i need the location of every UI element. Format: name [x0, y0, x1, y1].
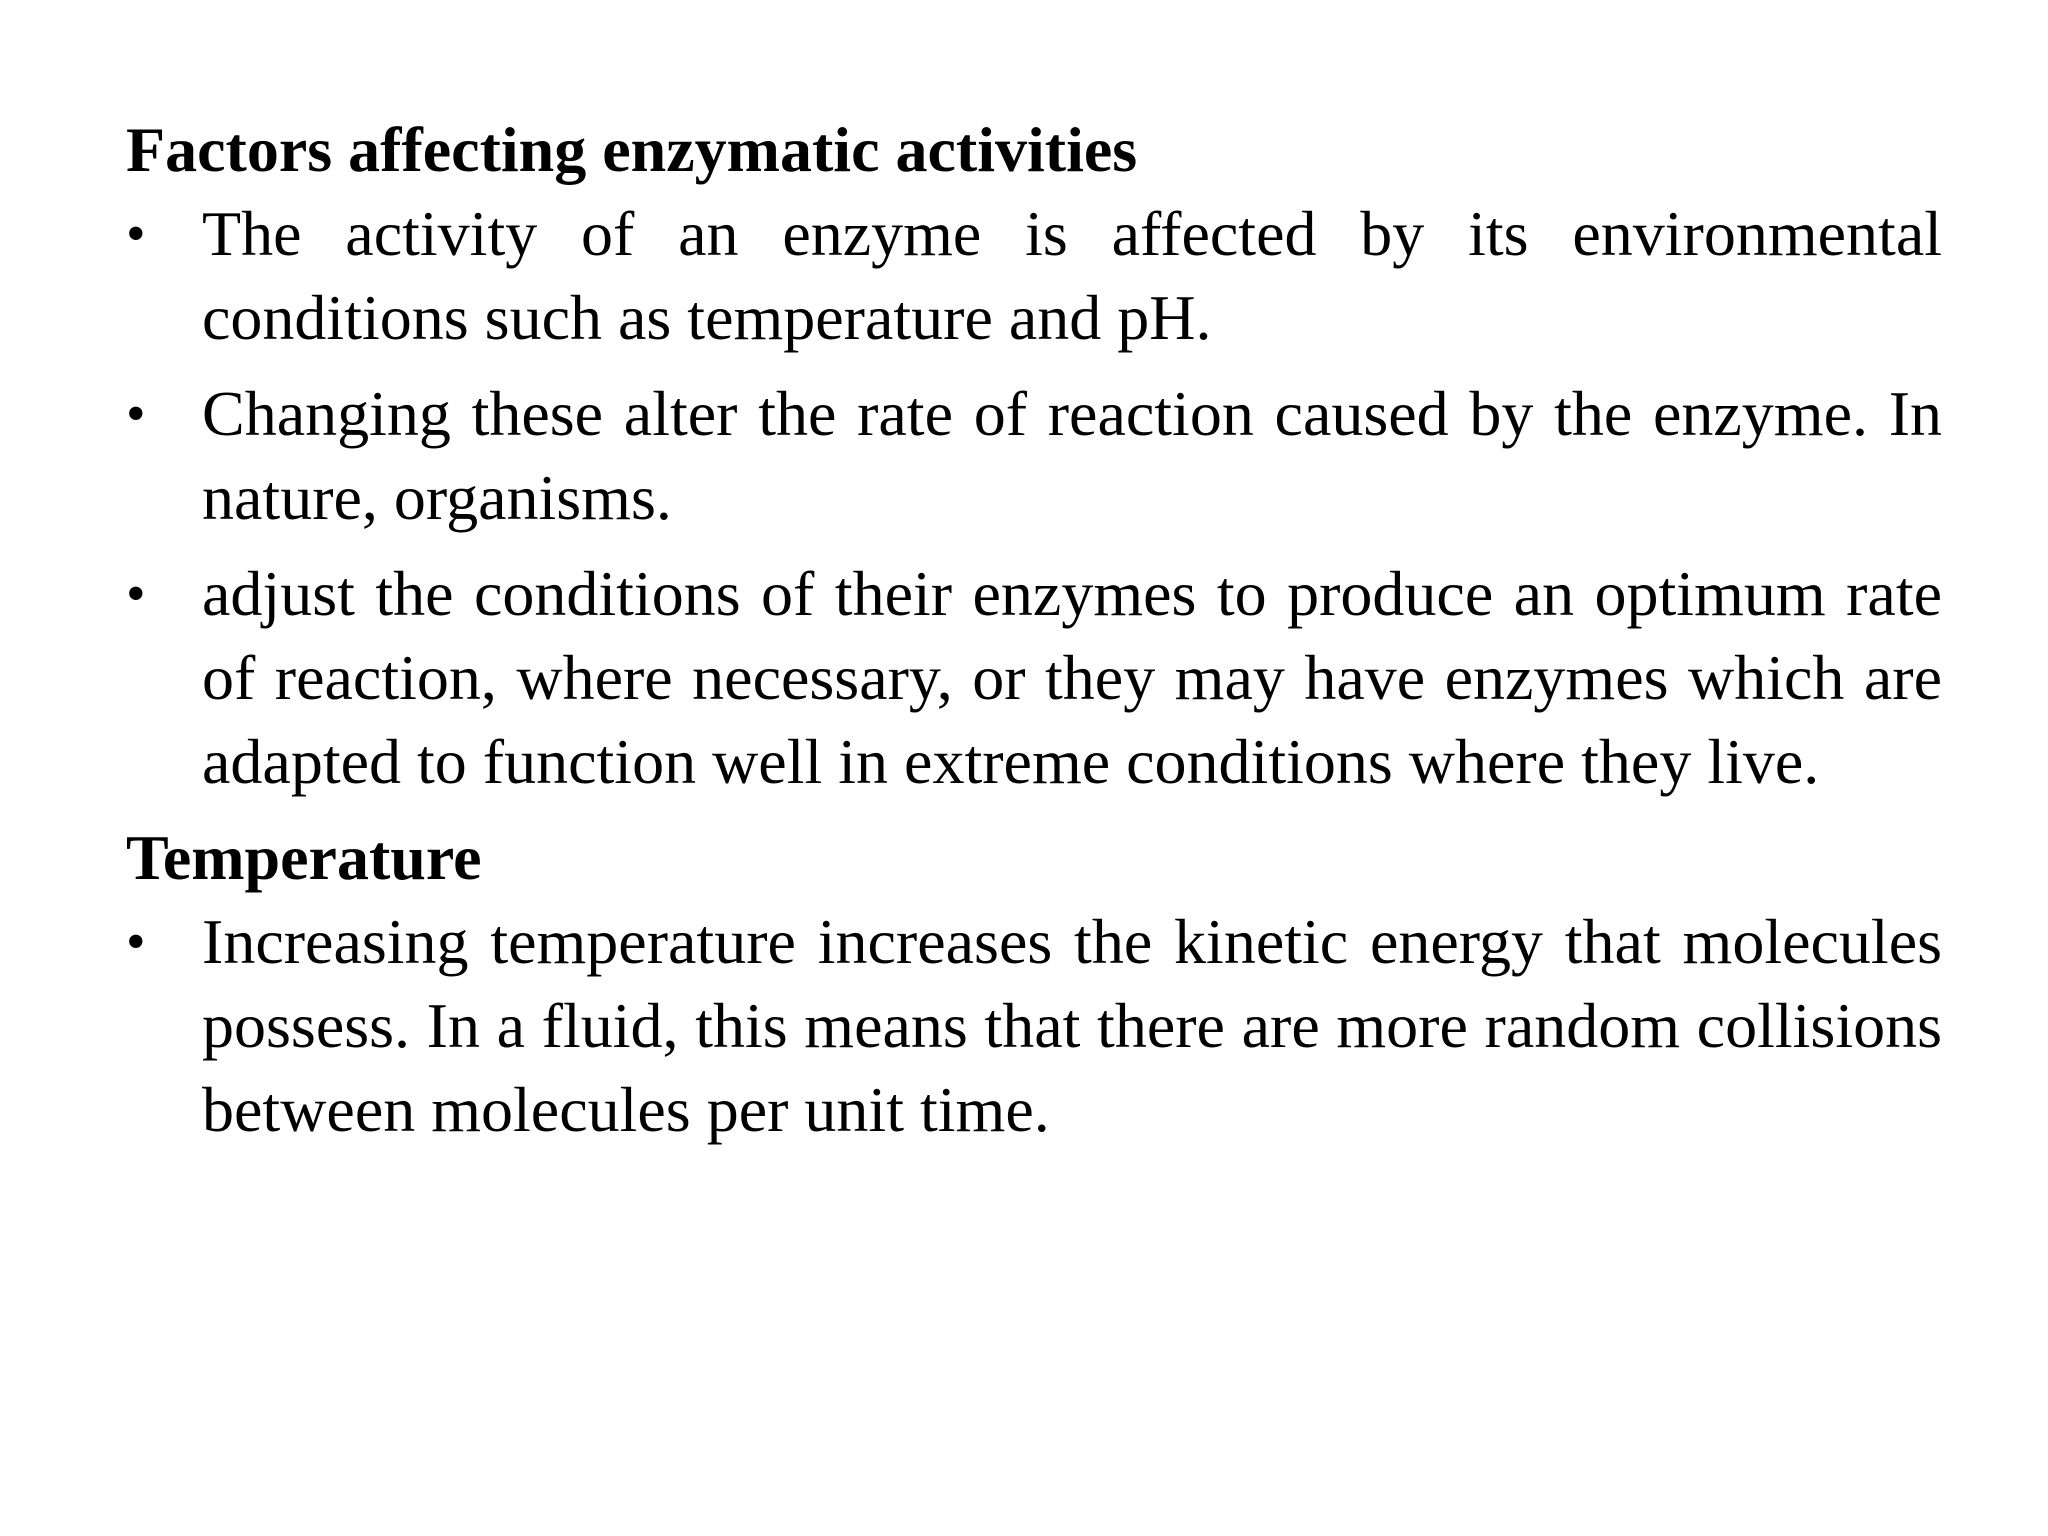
list-item [126, 372, 1942, 540]
section-factors [126, 108, 1942, 804]
bullet-list [126, 192, 1942, 804]
list-item [126, 552, 1942, 804]
section-temperature [126, 816, 1942, 1152]
bullet-list [126, 900, 1942, 1152]
list-item [126, 192, 1942, 360]
section-heading: Temperature [126, 822, 482, 893]
bullet-icon: • [126, 203, 146, 265]
list-item [126, 900, 1942, 1152]
bullet-icon: • [126, 383, 146, 445]
bullet-icon: • [126, 563, 146, 625]
slide-content [126, 108, 1942, 1164]
section-heading: Factors affecting enzymatic activities [126, 114, 1138, 185]
bullet-text: Increasing temperature increases the kinetic energy that molecules possess. In a fluid, this means that there are more random collisions between molecules per unit time. [202, 906, 1942, 1145]
bullet-text: adjust the conditions of their enzymes to produce an optimum rate of reaction, where necessary, or they may have enzymes which are adapted to function well in extreme conditions where they live. [202, 558, 1942, 797]
bullet-text: Changing these alter the rate of reaction caused by the enzyme. In nature, organisms. [202, 378, 1942, 533]
bullet-text: The activity of an enzyme is affected by its environmental conditions such as temperature and pH. [202, 198, 1942, 353]
bullet-icon: • [126, 911, 146, 973]
